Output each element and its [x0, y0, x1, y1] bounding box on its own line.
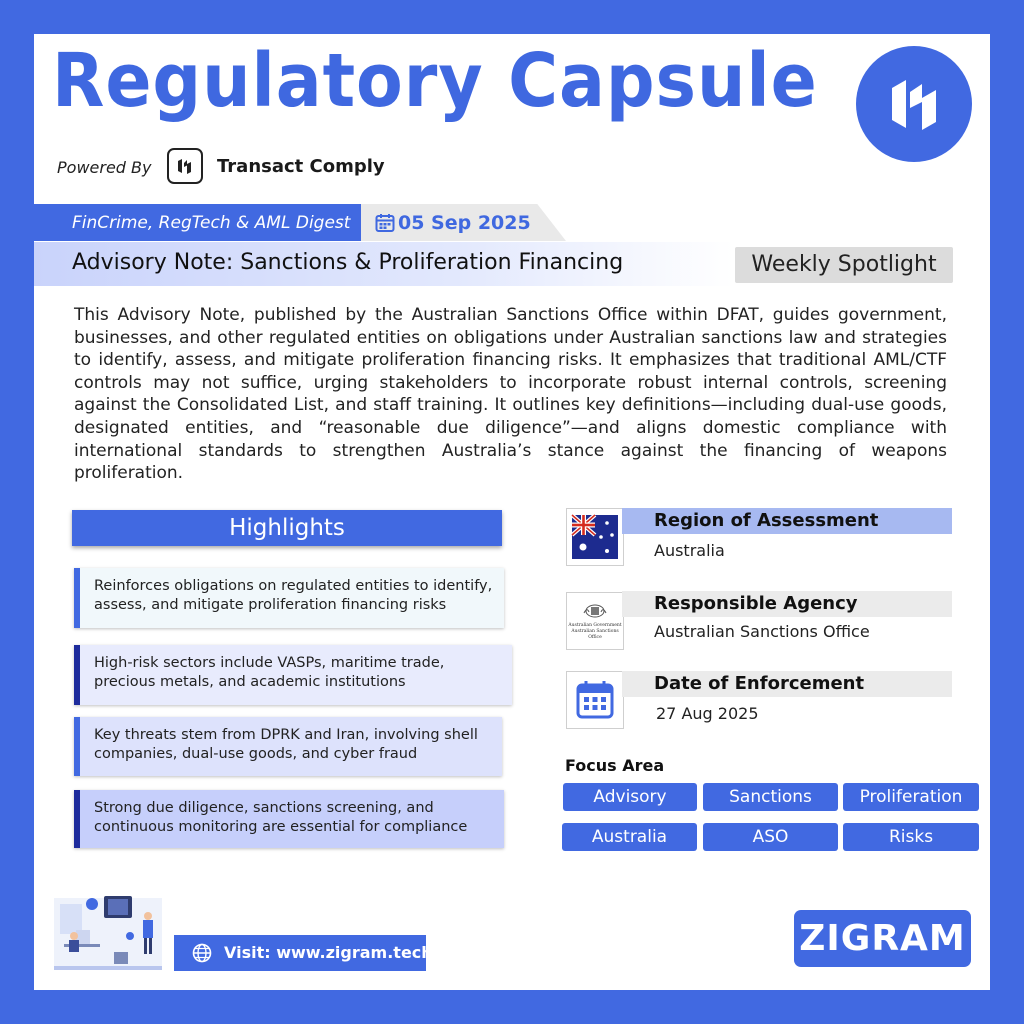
government-crest-icon	[566, 592, 624, 650]
page-title: Regulatory Capsule	[52, 38, 818, 124]
focus-tag: Proliferation	[843, 783, 979, 811]
transact-comply-logo-icon	[856, 46, 972, 162]
focus-tag: Australia	[562, 823, 697, 851]
seal-line-2: Australian Sanctions Office	[571, 629, 619, 640]
globe-icon	[192, 943, 212, 963]
calendar-icon	[566, 671, 624, 729]
enforcement-label: Date of Enforcement	[622, 671, 952, 697]
visit-website-label: Visit: www.zigram.tech	[224, 943, 433, 962]
highlights-heading: Highlights	[229, 515, 345, 541]
highlight-item: Key threats stem from DPRK and Iran, involving shell companies, dual-use goods, and cyber fraud	[74, 717, 502, 776]
highlights-header	[72, 510, 502, 546]
capsule-card	[34, 34, 990, 990]
digest-label: FinCrime, RegTech & AML Digest	[72, 213, 351, 233]
zigram-brand: ZIGRAM	[799, 918, 966, 959]
focus-tag: ASO	[703, 823, 838, 851]
agency-value: Australian Sanctions Office	[654, 622, 870, 641]
transact-comply-small-logo-icon	[167, 148, 203, 184]
calendar-icon	[375, 213, 395, 233]
zigram-logo	[794, 910, 971, 967]
weekly-spotlight-badge	[735, 247, 953, 283]
advisory-description: This Advisory Note, published by the Australian Sanctions Office within DFAT, guides government, businesses, and other regulated entities on obligations under Australian sanctions law and strategies to identify, assess, and mitigate proliferation financing risks. It emphasizes that traditional AML/CTF controls may not suffice, urging stakeholders to incorporate robust internal controls, screening against the Consolidated List, and staff training. It outlines key definitions—including dual-use goods, designated entities, and “reasonable due diligence”—and aligns domestic compliance with international standards to strengthen Australia’s stance against the financing of weapons proliferation.	[74, 305, 947, 484]
agency-label: Responsible Agency	[622, 591, 952, 617]
focus-tag: Sanctions	[703, 783, 838, 811]
focus-tag: Advisory	[563, 783, 697, 811]
advisory-title: Advisory Note: Sanctions & Proliferation Financing	[72, 250, 624, 275]
region-value: Australia	[654, 541, 725, 560]
powered-by-label: Powered By	[57, 158, 152, 177]
visit-website-link[interactable]	[174, 935, 433, 971]
highlight-item: Reinforces obligations on regulated entities to identify, assess, and mitigate proliferation financing risks	[74, 568, 504, 628]
digest-date: 05 Sep 2025	[398, 212, 531, 234]
highlight-item: Strong due diligence, sanctions screening, and continuous monitoring are essential for compliance	[74, 790, 504, 848]
weekly-spotlight-label: Weekly Spotlight	[751, 252, 937, 277]
highlight-item: High-risk sectors include VASPs, maritime trade, precious metals, and academic institutions	[74, 645, 512, 705]
focus-area-title: Focus Area	[565, 756, 665, 775]
australia-flag-icon	[566, 508, 624, 566]
enforcement-value: 27 Aug 2025	[656, 704, 759, 723]
region-label: Region of Assessment	[622, 508, 952, 534]
focus-tag: Risks	[843, 823, 979, 851]
seal-line-1: Australian Government	[568, 623, 622, 628]
office-illustration	[54, 890, 164, 972]
brand-name: Transact Comply	[217, 156, 385, 177]
